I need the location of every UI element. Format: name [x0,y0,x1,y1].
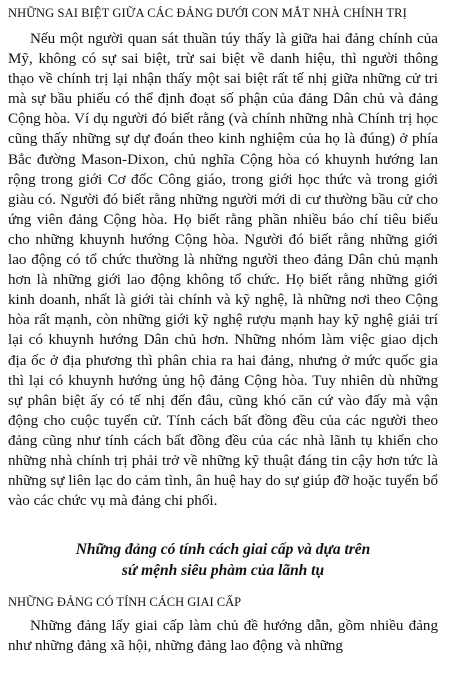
section-title [8,539,438,581]
body-paragraph-2: Những đảng lấy giai cấp làm chủ đề hướng dẫn, gồm nhiều đảng như những đảng xã hội, những đảng lao động và những [8,618,438,655]
section-title-line-1: Những đảng có tính cách giai cấp và dựa trên [75,541,371,559]
section-title-line-2: sứ mệnh siêu phàm của lãnh tụ [121,562,325,580]
running-head: NHỮNG SAI BIỆT GIỮA CÁC ĐẢNG DƯỚI CON MẮT NHÀ CHÍNH TRỊ [8,6,407,20]
subsection-heading: NHỮNG ĐẢNG CÓ TÍNH CÁCH GIAI CẤP [8,595,242,610]
body-paragraph-1: Nếu một người quan sát thuần túy thấy là giữa hai đảng chính của Mỹ, không có sự sai biệt, trừ sai biệt về danh hiệu, thì người thông thạo về chính trị lại nhận thấy một sai biệt rất tế nhị giữa những cử tri mà sự bầu phiếu có thể định đoạt số phận của đảng Dân chủ và đảng Cộng hòa. Ví dụ người đó biết rằng (và chính những nhà Chính trị học cũng thấy những sự dự đoán theo kinh nghiệm của họ là đúng) ở phía Bắc đường Mason-Dixon, chủ nghĩa Cộng hòa có khuynh hướng lan rộng trong giới Cơ đốc Công giáo, trong giới học thức và trong giới giàu có. Người đó biết rằng những người mới di cư thường bầu cử cho ứng viên đảng Cộng hòa. Họ biết rằng phần nhiều báo chí tiêu biểu cho những khuynh hướng Cộng hòa. Người đó biết rằng những giới lao động có tổ chức thường là những người theo đảng Dân chủ mạnh hơn là những giới lao động không tổ chức. Họ biết rằng những giới kinh doanh, nhất là giới tài chính và kỹ nghệ, là những nơi theo Cộng hòa rất mạnh, còn những giới kỹ nghệ rượu mạnh hay kỹ nghệ giải trí lại có khuynh hướng Dân chủ hơn. Những nhóm làm việc giao dịch địa ốc ở địa phương thì phân chia ra hai đảng, nhưng ở mức quốc gia thì lại có khuynh hướng ủng hộ đảng Cộng hòa. Tuy nhiên dù những sự phân biệt ấy có tế nhị đến đâu, cũng khó căn cứ vào đấy mà vận động cho cuộc tuyển cử. Tính cách bất đồng đều của các người theo đảng cũng như tính cách bất đồng đều của các nhà lãnh tụ khiến cho những nhà chính trị phải trở về những kỹ thuật đáng tin cậy hơn tức là những sự liên lạc do cảm tình, ân huệ hay do sự giúp đỡ hoặc tuyển bổ vào các chức vụ mà đảng chi phối. [8,31,438,510]
